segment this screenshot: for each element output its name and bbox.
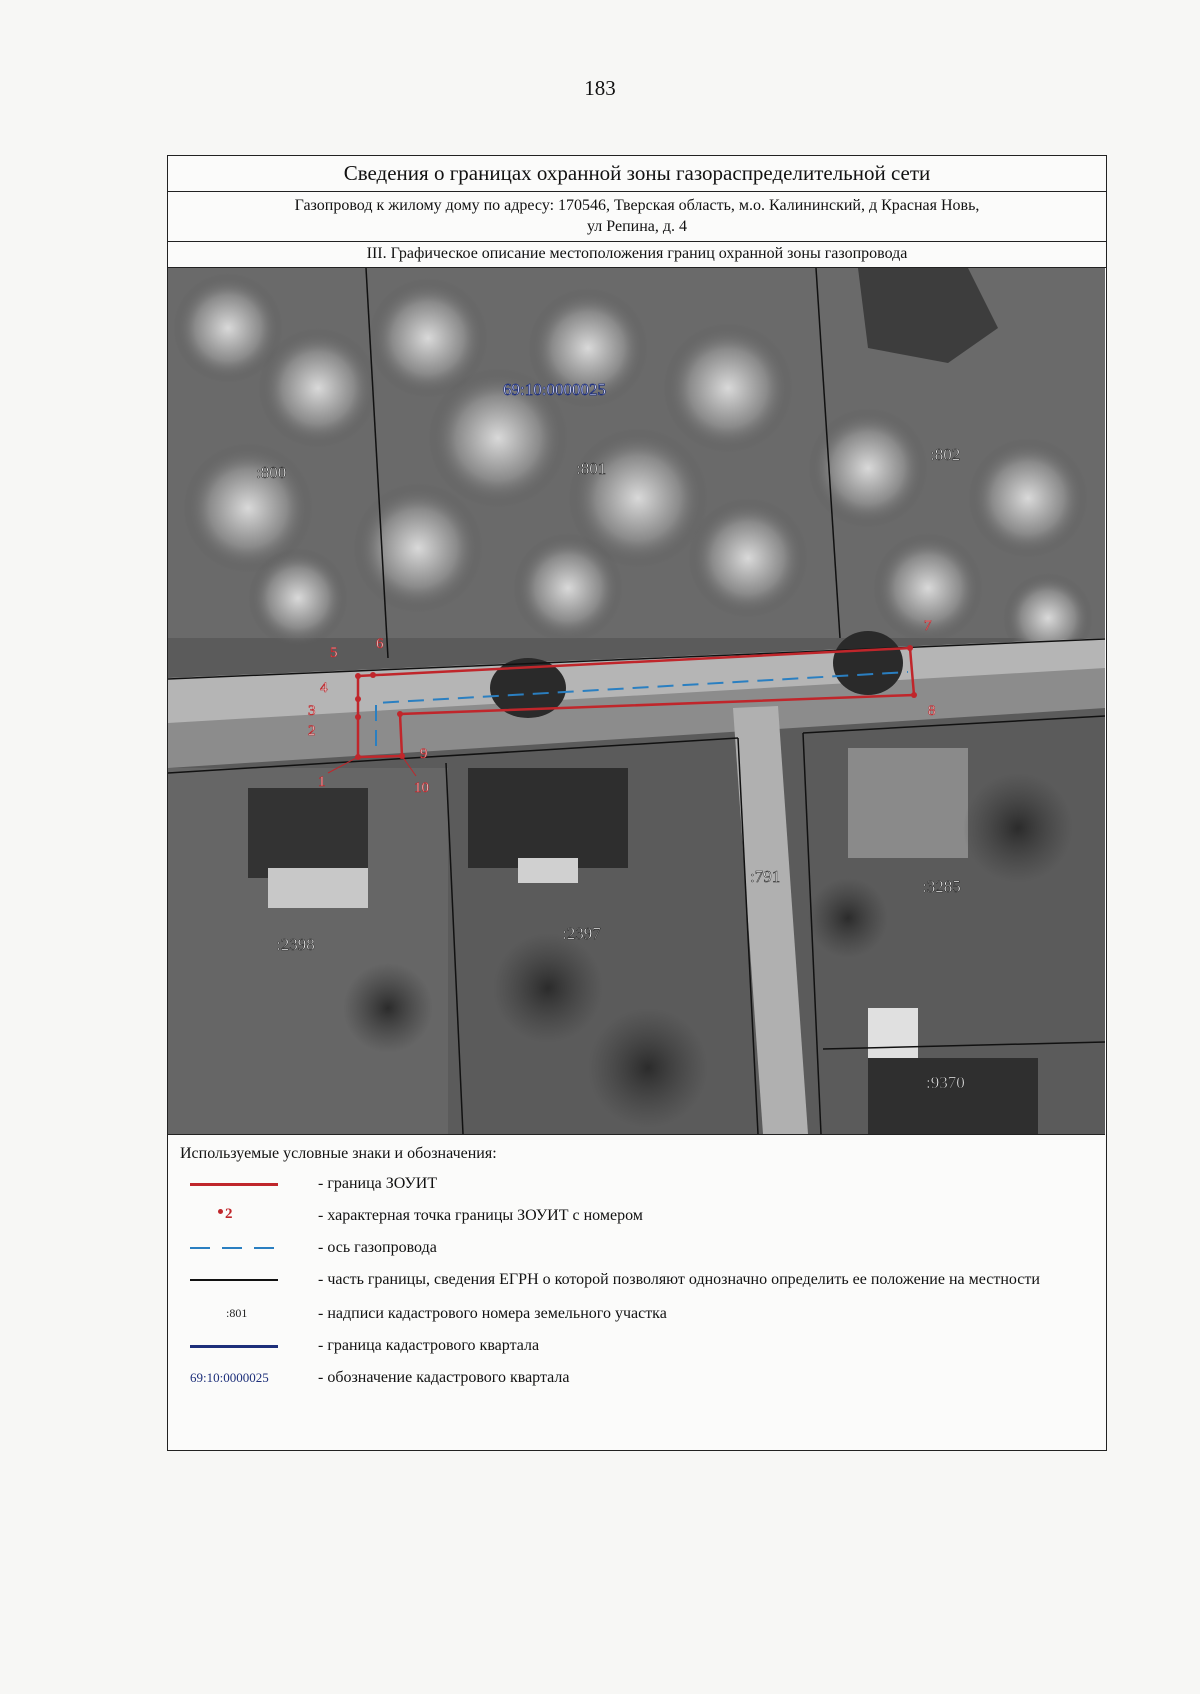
object-address <box>168 192 1106 242</box>
roof <box>868 1008 918 1058</box>
legend-item-zone-boundary <box>178 1173 1096 1195</box>
point-sample: 2 <box>225 1206 233 1222</box>
quarter-label-symbol <box>178 1367 318 1389</box>
roof <box>268 868 368 908</box>
quarter-label-sample: 69:10:0000025 <box>190 1370 269 1385</box>
legend-item-quarter-boundary <box>178 1335 1096 1357</box>
parcel-label-2398: :2398 <box>276 935 315 954</box>
legend-item-point <box>178 1205 1096 1227</box>
quarter-boundary-symbol <box>178 1335 318 1357</box>
point-label-7: 7 <box>924 618 932 634</box>
legend-item-pipeline-axis <box>178 1237 1096 1259</box>
section-title: III. Графическое описание местоположения границ охранной зоны газопровода <box>168 242 1106 268</box>
legend-text: - обозначение кадастрового квартала <box>318 1369 570 1386</box>
legend-text: - характерная точка границы ЗОУИТ с номером <box>318 1207 643 1224</box>
point-label-3: 3 <box>308 703 316 719</box>
map-canvas <box>168 268 1105 1134</box>
tree-crown <box>833 631 903 695</box>
building <box>248 788 368 878</box>
roof <box>518 858 578 883</box>
point-label-9: 9 <box>420 746 428 762</box>
parcel-label-802: :802 <box>930 445 961 464</box>
parcel-label-sample: :801 <box>226 1306 248 1320</box>
cadastral-quarter-label: 69:10:0000025 <box>503 380 606 399</box>
legend-text: - часть границы, сведения ЕГРН о которой позволяют однозначно определить ее положение на местности <box>318 1271 1040 1288</box>
point-label-10: 10 <box>414 780 429 796</box>
legend <box>168 1135 1106 1389</box>
building <box>868 1058 1038 1134</box>
legend-item-parcel-label <box>178 1303 1096 1325</box>
parcel-label-801: :801 <box>576 459 607 478</box>
parcel-label-800: :800 <box>256 463 287 482</box>
object-address-line-2: ул Репина, д. 4 <box>587 218 687 235</box>
legend-text: - граница кадастрового квартала <box>318 1337 540 1354</box>
point-label-5: 5 <box>330 645 338 661</box>
building <box>848 748 968 858</box>
legend-text: - надписи кадастрового номера земельного участка <box>318 1305 667 1322</box>
aerial-map[interactable] <box>168 268 1105 1135</box>
sheet-title: Сведения о границах охранной зоны газораспределительной сети <box>168 156 1106 192</box>
point-symbol <box>178 1205 318 1227</box>
legend-text: - граница ЗОУИТ <box>318 1175 438 1192</box>
building <box>468 768 628 868</box>
parcel-label-2397: :2397 <box>562 924 601 943</box>
parcel-label-9370: :9370 <box>926 1073 965 1092</box>
protected-zone-sheet <box>167 155 1107 1451</box>
zone-boundary-symbol <box>178 1173 318 1195</box>
legend-item-parcel-boundary <box>178 1269 1096 1291</box>
page-number: 183 <box>584 76 616 100</box>
legend-item-quarter-label <box>178 1367 1096 1389</box>
object-address-line-1: Газопровод к жилому дому по адресу: 170546, Тверская область, м.о. Калининский, д Красная Новь, <box>294 197 980 214</box>
legend-heading: Используемые условные знаки и обозначения: <box>180 1145 497 1162</box>
point-label-2: 2 <box>308 723 316 739</box>
parcel-label-3285: :3285 <box>922 877 961 896</box>
point-label-1: 1 <box>318 774 326 790</box>
point-label-8: 8 <box>928 703 936 719</box>
point-label-6: 6 <box>376 636 384 652</box>
point-label-4: 4 <box>320 680 328 696</box>
parcel-label-symbol <box>178 1303 318 1325</box>
pipeline-axis-symbol <box>178 1237 318 1259</box>
legend-text: - ось газопровода <box>318 1239 437 1256</box>
parcel-label-791: :791 <box>750 867 781 886</box>
parcel-boundary-symbol <box>178 1269 318 1291</box>
